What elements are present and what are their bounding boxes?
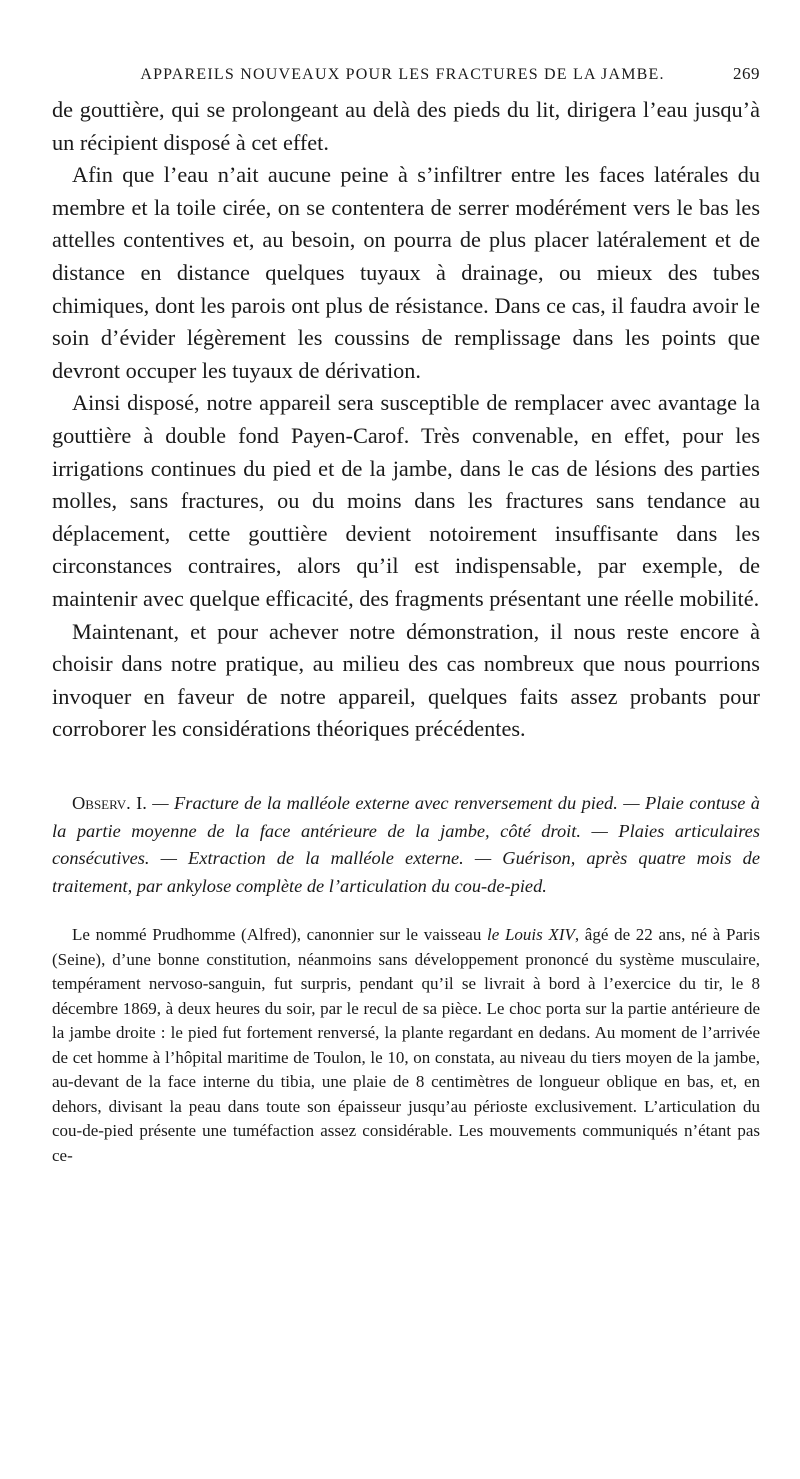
ship-name: le Louis XIV: [487, 925, 575, 945]
running-head: [52, 64, 760, 84]
case-text-start: Le nommé Prudhomme (Alfred), canonnier sur le vaisseau: [72, 925, 488, 945]
observation-heading: [52, 790, 760, 901]
paragraph-1: de gouttière, qui se prolongeant au delà des pieds du lit, dirigera l’eau jusqu’à un récipient disposé à cet effet.: [52, 97, 760, 155]
case-report: [52, 923, 760, 1168]
paragraph-2: Afin que l’eau n’ait aucune peine à s’infiltrer entre les faces latérales du membre et la toile cirée, on se contentera de serrer modérément vers le bas les attelles contentives et, au besoin, on pourra de plus placer latéralement et de distance en distance quelques tuyaux à drainage, ou mieux des tubes chimiques, dont les parois ont plus de résistance. Dans ce cas, il faudra avoir le soin d’évider légèrement les coussins de remplissage dans les points que devront occuper les tuyaux de dérivation.: [52, 162, 760, 383]
page-number: 269: [733, 64, 760, 83]
case-paragraph: [52, 923, 760, 1168]
running-title: APPAREILS NOUVEAUX POUR LES FRACTURES DE LA JAMBE.: [140, 66, 665, 83]
main-text: [52, 94, 760, 746]
observation-label: Observ. I.: [72, 792, 147, 813]
paragraph-4: Maintenant, et pour achever notre démonstration, il nous reste encore à choisir dans notre pratique, au milieu des cas nombreux que nous pourrions invoquer en faveur de notre appareil, quelques faits assez probants pour corroborer les considérations théoriques précédentes.: [52, 618, 760, 742]
observation-title: — Fracture de la malléole externe avec renversement du pied. — Plaie contuse à la partie moyenne de la face antérieure de la jambe, côté droit. — Plaies articulaires consécutives. — Extraction de la malléole externe. — Guérison, après quatre mois de traitement, par ankylose complète de l’articulation du cou-de-pied.: [52, 792, 760, 897]
case-text-rest: , âgé de 22 ans, né à Paris (Seine), d’une bonne constitution, néanmoins sans développement prononcé du système musculaire, tempérament nervoso-sanguin, fut surpris, pendant qu’il se livrait à bord à l’exercice du tir, le 8 décembre 1869, à deux heures du soir, par le recul de sa pièce. Le choc porta sur la partie antérieure de la jambe droite : le pied fut fortement renversé, la plante regardant en dedans. Au moment de l’arrivée de cet homme à l’hôpital maritime de Toulon, le 10, on constata, au niveau du tiers moyen de la jambe, au-devant de la face interne du tibia, une plaie de 8 centimètres de longueur oblique en bas, et, en dehors, divisant la peau dans toute son épaisseur jusqu’au périoste exclusivement. L’articulation du cou-de-pied présente une tuméfaction assez considérable. Les mouvements communiqués n’étant pas ce-: [52, 925, 760, 1165]
paragraph-3: Ainsi disposé, notre appareil sera susceptible de remplacer avec avantage la gouttière à double fond Payen-Carof. Très convenable, en effet, pour les irrigations continues du pied et de la jambe, dans le cas de lésions des parties molles, sans fractures, ou du moins dans les fractures sans tendance au déplacement, cette gouttière devient notoirement insuffisante dans les circonstances contraires, alors qu’il est indispensable, par exemple, de maintenir avec quelque efficacité, des fragments présentant une réelle mobilité.: [52, 390, 760, 611]
